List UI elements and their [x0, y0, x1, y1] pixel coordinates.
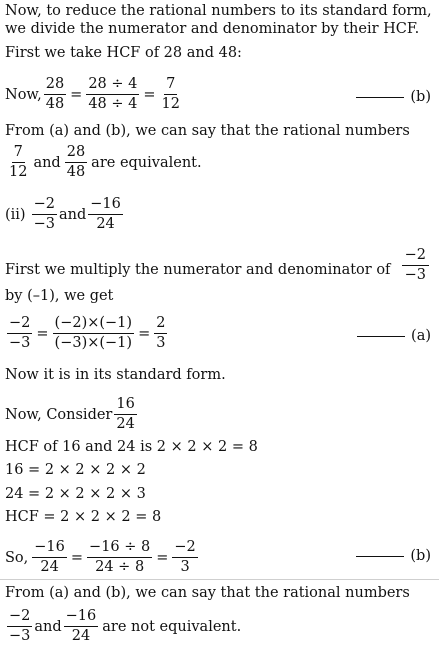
so-label: So,: [5, 549, 29, 566]
equation-label-b: (b): [356, 89, 431, 105]
fraction-16-24: $\frac{16}{24}$: [116, 396, 135, 432]
equation-label-b-2: (b): [356, 548, 431, 564]
fraction-neg2-neg3: $\frac{-2}{-3}$: [33, 196, 55, 232]
equals-sign: =: [156, 549, 169, 566]
intro-line-1: Now, to reduce the rational numbers to its standard form,: [5, 3, 432, 19]
part-ii-heading: [5, 196, 125, 233]
so-equation: [5, 539, 200, 576]
now-label: Now,: [5, 86, 42, 103]
factor-24-line: 24 = 2 × 2 × 2 × 3: [5, 486, 146, 502]
fraction-divided: $\frac{28 \div 4}{48 \div 4}$: [88, 76, 138, 112]
fraction-28-48: $\frac{28}{48}$: [66, 144, 86, 180]
fraction-7-12: $\frac{7}{12}$: [9, 144, 28, 180]
equals-sign: =: [36, 325, 49, 342]
multiply-equation: [5, 315, 169, 352]
by-minus-one-line: by (–1), we get: [5, 288, 114, 304]
consider-label: Now, Consider: [5, 406, 113, 423]
fraction-divided-by-8: $\frac{-16 \div 8}{24 \div 8}$: [89, 539, 151, 575]
intro-line-2: we divide the numerator and denominator by their HCF.: [5, 21, 420, 37]
fraction-multiplied: $\frac{(-2)\times(-1)}{(-3)\times(-1)}$: [54, 315, 133, 351]
equation-label-a: (a): [357, 328, 431, 344]
not-equivalent-text: are not equivalent.: [102, 618, 242, 635]
divider: [0, 579, 439, 580]
and-word: and: [34, 618, 62, 635]
fraction-neg2-neg3: −2 −3: [402, 247, 429, 284]
fraction-neg16-24: $\frac{-16}{24}$: [34, 539, 65, 575]
equivalent-text: are equivalent.: [91, 154, 202, 171]
conclusion-line: From (a) and (b), we can say that the rational numbers: [5, 123, 410, 139]
fraction-neg16-24: $\frac{-16}{24}$: [90, 196, 121, 232]
fraction-neg2-neg3: $\frac{-2}{-3}$: [9, 315, 31, 351]
reduction-equation: [5, 76, 184, 113]
multiply-line: First we multiply the numerator and denominator of: [5, 262, 391, 278]
factor-16-line: 16 = 2 × 2 × 2 × 2: [5, 462, 146, 478]
equals-sign: =: [143, 86, 156, 103]
and-word: and: [33, 154, 61, 171]
consider-line: [5, 396, 139, 433]
hcf-result-line: HCF = 2 × 2 × 2 = 8: [5, 509, 162, 525]
standard-form-line: Now it is in its standard form.: [5, 367, 226, 383]
fraction-2-3: $\frac{2}{3}$: [156, 315, 166, 351]
equals-sign: =: [70, 549, 84, 566]
fraction-28-48: $\frac{28}{48}$: [45, 76, 65, 112]
fraction-neg2-3: $\frac{-2}{3}$: [174, 539, 196, 575]
hcf-heading: First we take HCF of 28 and 48:: [5, 45, 242, 61]
fraction-7-12: $\frac{7}{12}$: [161, 76, 180, 112]
equals-sign: =: [138, 325, 151, 342]
and-word: and: [58, 206, 87, 223]
equals-sign: =: [70, 86, 83, 103]
equivalent-statement: [5, 144, 204, 181]
not-equivalent-statement: [5, 608, 243, 645]
hcf-16-24-line: HCF of 16 and 24 is 2 × 2 × 2 = 8: [5, 439, 258, 455]
fraction-neg16-24: $\frac{-16}{24}$: [65, 608, 97, 644]
part-ii-label: (ii): [5, 206, 26, 223]
conclusion-line-2: From (a) and (b), we can say that the rational numbers: [5, 585, 410, 601]
fraction-neg2-neg3: $\frac{-2}{-3}$: [9, 608, 31, 644]
